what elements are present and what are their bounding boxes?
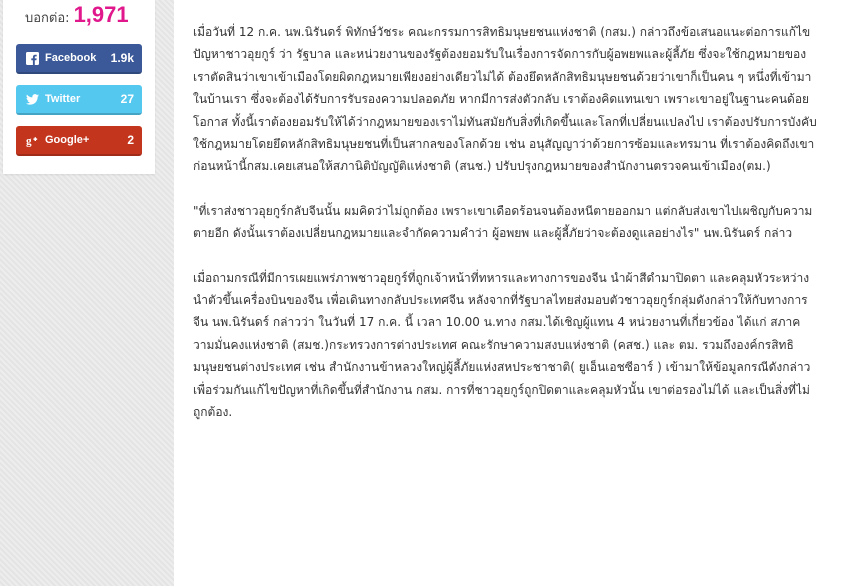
article-paragraph: เมื่อวันที่ 12 ก.ค. นพ.นิรันดร์ พิทักษ์วัชระ คณะกรรมการสิทธิมนุษยชนแห่งชาติ (กสม.) กล่าวถึงข้อเสนอแนะต่อการแก้ไขปัญหาชาวอุยกูร์ ว่า รัฐบาล และหน่วยงานของรัฐต้องยอมรับในเรื่องการจัดการกับผู้อพยพและผู้ลี้ภัย ซึ่งจะใช้กฎหมายของเราตัดสินว่าเขาเข้าเมืองโดยผิดกฎหมายเพียงอย่างเดียวไม่ได้ ต้องยึดหลักสิทธิมนุษยชนด้วยว่าเขาก็เป็นคน ๆ หนึ่งที่เข้ามาในบ้านเรา ซึ่งจะต้องได้รับการรับรองความปลอดภัย หากมีการส่งตัวกลับ เราต้องคิดแทนเขา เพราะเขาอยู่ในฐานะคนด้อยโอกาส ทั้งนี้เราต้องยอมรับให้ได้ว่ากฎหมายของเราไม่ทันสมัยกับสิ่งที่เกิดขึ้นและโลกที่เปลี่ยนแปลงไป เราต้องปรับการบังคับใช้กฎหมายโดยยึดหลักสิทธิมนุษยชนที่เป็นสากลของโลกด้วย เช่น อนุสัญญาว่าด้วยการซ้อมและทรมาน ที่เราต้องคิดถึงเขาก่อนหน้านี้กสม.เคยเสนอให้สภานิติบัญญัติแห่งชาติ (สนช.) ปรับปรุงกฎหมายของสำนักงานตรวจคนเข้าเมือง(ตม.)	[193, 25, 817, 174]
facebook-share-button[interactable]	[16, 44, 142, 74]
facebook-share-label: Facebook	[45, 52, 97, 64]
share-count-value: 1,971	[73, 2, 129, 27]
google-plus-share-count: 2	[127, 133, 134, 147]
share-count	[25, 2, 129, 32]
article-content	[174, 0, 848, 586]
google-plus-icon	[26, 134, 39, 147]
google-plus-share-button[interactable]	[16, 126, 142, 156]
article-paragraph: เมื่อถามกรณีที่มีการเผยแพร่ภาพชาวอุยกูร์ที่ถูกเจ้าหน้าที่ทหารและทางการของจีน นำผ้าสีดำมาปิดตา และคลุมหัวระหว่างนำตัวขึ้นเครื่องบินของจีน เพื่อเดินทางกลับประเทศจีน หลังจากที่รัฐบาลไทยส่งมอบตัวชาวอุยกูร์กลุ่มดังกล่าวให้กับทางการจีน นพ.นิรันดร์ กล่าวว่า ในวันที่ 17 ก.ค. นี้ เวลา 10.00 น.ทาง กสม.ได้เชิญผู้แทน 4 หน่วยงานที่เกี่ยวข้อง ได้แก่ สภาความมั่นคงแห่งชาติ (สมช.)กระทรวงการต่างประเทศ คณะรักษาความสงบแห่งชาติ (คสช.) และ ตม. รวมถึงองค์กรสิทธิมนุษยชนต่างประเทศ เช่น สำนักงานข้าหลวงใหญ่ผู้ลี้ภัยแห่งสหประชาชาติ( ยูเอ็นเอชซีอาร์ ) เข้ามาให้ข้อมูลกรณีดังกล่าวเพื่อร่วมกันแก้ไขปัญหาที่เกิดขึ้นที่สำนักงาน กสม. การที่ชาวอุยกูร์ถูกปิดตาและคลุมหัวนั้น เขาต่อรองไม่ได้ และเป็นสิ่งที่ไม่ถูกต้อง.	[193, 270, 811, 420]
twitter-share-label: Twitter	[45, 93, 81, 105]
facebook-share-count: 1.9k	[110, 51, 134, 65]
facebook-icon	[26, 52, 39, 65]
twitter-share-count: 27	[120, 92, 134, 106]
google-plus-share-label: Google+	[45, 134, 90, 146]
article-paragraph: "ที่เราส่งชาวอุยกูร์กลับจีนนั้น ผมคิดว่าไม่ถูกต้อง เพราะเขาเดือดร้อนจนต้องหนีตายออกมา แต่กลับส่งเขาไปเผชิญกับความตายอีก ดังนั้นเราต้องเปลี่ยนกฎหมายและจำกัดความคำว่า ผู้อพยพ และผู้ลี้ภัยว่าจะต้องดูแลอย่างไร" นพ.นิรันดร์ กล่าว	[193, 203, 813, 241]
svg-text:g: g	[26, 135, 32, 147]
twitter-share-button[interactable]	[16, 85, 142, 115]
share-count-label: บอกต่อ:	[25, 11, 70, 26]
article-body	[193, 21, 818, 446]
share-panel	[3, 0, 155, 174]
twitter-icon	[26, 93, 39, 106]
